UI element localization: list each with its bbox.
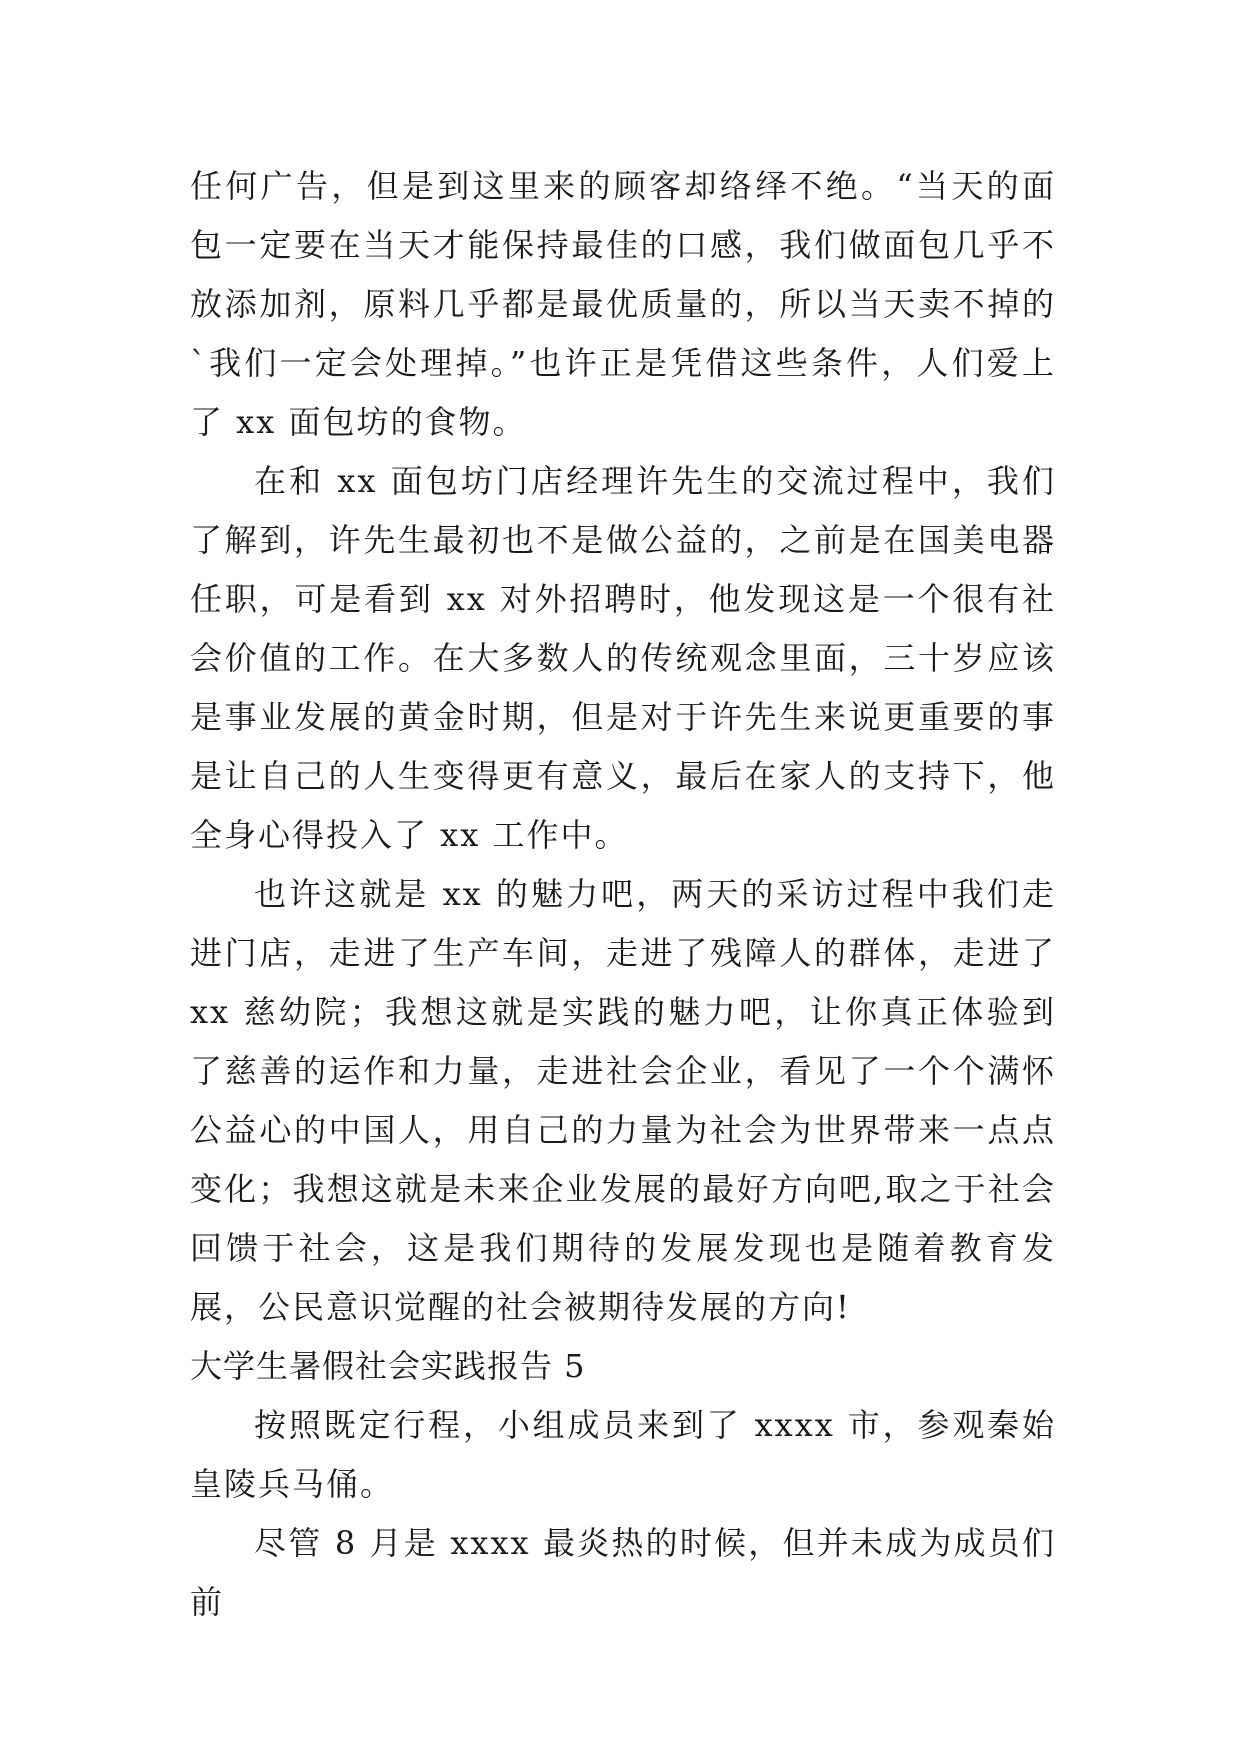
document-body	[190, 157, 1056, 1632]
paragraph-august: 尽管 8 月是 xxxx 最炎热的时候，但并未成为成员们前	[190, 1524, 1056, 1621]
paragraph-continued: 任何广告，但是到这里来的顾客却络绎不绝。“当天的面包一定要在当天才能保持最佳的口感，我们做面包几乎不放添加剂，原料几乎都是最优质量的，所以当天卖不掉的`我们一定会处理掉。”也许正是凭借这些条件，人们爱上了 xx 面包坊的食物。	[190, 167, 1056, 441]
section-heading: 大学生暑假社会实践报告 5	[190, 1347, 586, 1385]
paragraph-manager-interview: 在和 xx 面包坊门店经理许先生的交流过程中，我们了解到，许先生最初也不是做公益的，之前是在国美电器任职，可是看到 xx 对外招聘时，他发现这是一个很有社会价值的工作。在大多数人的传统观念里面，三十岁应该是事业发展的黄金时期，但是对于许先生来说更重要的事是让自己的人生变得更有意义，最后在家人的支持下，他全身心得投入了 xx 工作中。	[190, 462, 1056, 854]
paragraph-practice-reflection: 也许这就是 xx 的魅力吧，两天的采访过程中我们走进门店，走进了生产车间，走进了残障人的群体，走进了 xx 慈幼院；我想这就是实践的魅力吧，让你真正体验到了慈善的运作和力量，走进社会企业，看见了一个个满怀公益心的中国人，用自己的力量为社会为世界带来一点点变化；我想这就是未来企业发展的最好方向吧,取之于社会回馈于社会，这是我们期待的发展发现也是随着教育发展，公民意识觉醒的社会被期待发展的方向!	[190, 875, 1056, 1326]
paragraph-itinerary: 按照既定行程，小组成员来到了 xxxx 市，参观秦始皇陵兵马俑。	[190, 1406, 1056, 1503]
